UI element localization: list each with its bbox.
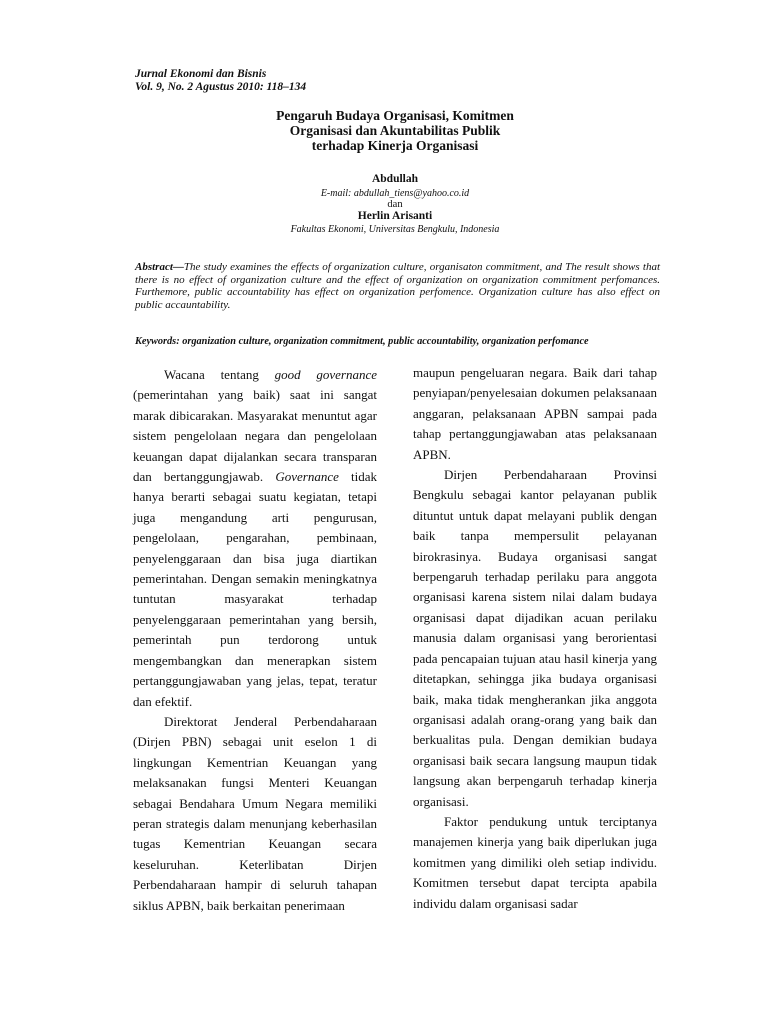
paragraph-text: Wacana tentang — [164, 367, 275, 382]
paragraph-emphasis: Governance — [275, 469, 339, 485]
author-name-1: Abdullah — [371, 173, 419, 185]
paragraph-emphasis: good governance — [274, 367, 377, 382]
body-column-left — [133, 365, 377, 916]
keywords — [135, 336, 660, 348]
author-email: E-mail: abdullah_tiens@yahoo.co.id — [320, 188, 470, 199]
body-paragraph-continued: maupun pengeluaran negara. Baik dari tahap penyiapan/penyelesaian dokumen pelaksanaan anggaran, pelaksanaan APBN sampai pada tahap pertanggungjawaban atas pelaksanaan APBN. — [413, 365, 657, 462]
keywords-label: Keywords: — [135, 336, 180, 347]
paragraph-text: (pemerintahan yang baik) saat ini sangat marak dibicarakan. Masyarakat menuntut agar sistem pengelolaan negara dan pengelolaan keuangan dapat dijalankan secara transparan dan bertanggungjawab. — [133, 387, 377, 485]
author-name-2: Herlin Arisanti — [357, 210, 433, 222]
title-line: Pengaruh Budaya Organisasi, Komitmen — [276, 108, 514, 123]
paragraph-text: tidak hanya berarti sebagai suatu kegiatan, tetapi juga mengandung arti pengurusan, pengelolaan, pengarahan, pembinaan, penyelenggaraan dan bisa juga diartikan pemerintahan. Dengan semakin meningkatnya tuntutan masyarakat terhadap penyelenggaraan pemerintahan yang bersih, pemerintah pun terdorong untuk mengembangkan dan menerapkan sistem pertanggungjawaban yang jelas, tepat, teratur dan efektif. — [133, 469, 377, 709]
body-column-right — [413, 363, 657, 914]
author-affiliation: Fakultas Ekonomi, Universitas Bengkulu, Indonesia — [290, 224, 500, 235]
journal-name: Jurnal Ekonomi dan Bisnis — [135, 68, 267, 80]
keywords-text: organization culture, organization commitment, public accountability, organization perfomance — [179, 336, 589, 347]
body-paragraph: Direktorat Jenderal Perbendaharaan (Dirjen PBN) sebagai unit eselon 1 di lingkungan Kementrian Keuangan yang melaksanakan fungsi Menteri Keuangan sebagai Bendahara Umum Negara memiliki peran strategis dalam menunjang keberhasilan tugas Kementrian Keuangan secara keseluruhan. Keterlibatan Dirjen Perbendaharaan hampir di seluruh tahapan siklus APBN, baik berkaitan penerimaan — [133, 713, 377, 913]
abstract-label: Abstract— — [135, 261, 184, 273]
author-conjunction: dan — [387, 199, 403, 210]
journal-volume: Vol. 9, No. 2 Agustus 2010: 118–134 — [135, 81, 307, 93]
abstract — [135, 261, 660, 311]
title-line: Organisasi dan Akuntabilitas Publik — [289, 123, 501, 138]
title-line: terhadap Kinerja Organisasi — [311, 138, 479, 153]
body-paragraph — [133, 365, 377, 712]
body-paragraph: Faktor pendukung untuk terciptanya manajemen kinerja yang baik diperlukan juga komitmen yang dimiliki oleh setiap individu. Komitmen tersebut dapat tercipta apabila individu dalam organisasi sadar — [413, 813, 657, 911]
body-paragraph: Dirjen Perbendaharaan Provinsi Bengkulu sebagai kantor pelayanan publik dituntut untuk dapat melayani publik dengan baik tanpa mempersulit pelayanan birokrasinya. Budaya organisasi sangat berpengaruh terhadap perilaku para anggota organisasi karena sistem nilai dalam budaya organisasi dapat dijadikan acuan perilaku manusia dalam organisasi yang berorientasi pada pencapaian tujuan atau hasil kinerja yang ditetapkan, sehingga jika budaya organisasi baik, maka tidak mengherankan jika anggota organisasi adalah orang-orang yang baik dan berkualitas pula. Dengan demikian budaya organisasi baik secara langsung maupun tidak langsung akan berpengaruh terhadap kinerja organisasi. — [413, 467, 657, 809]
journal-header — [135, 68, 306, 94]
author-block — [150, 173, 640, 236]
paper-title — [150, 108, 640, 153]
abstract-text: The study examines the effects of organization culture, organisaton commitment, and The result shows that there is no effect of organization culture and the effect of organization on organization commitment perfomances. Furthemore, public accountability has effect on organization perfomence. Organization culture has also effect on public accauntability. — [135, 261, 660, 311]
